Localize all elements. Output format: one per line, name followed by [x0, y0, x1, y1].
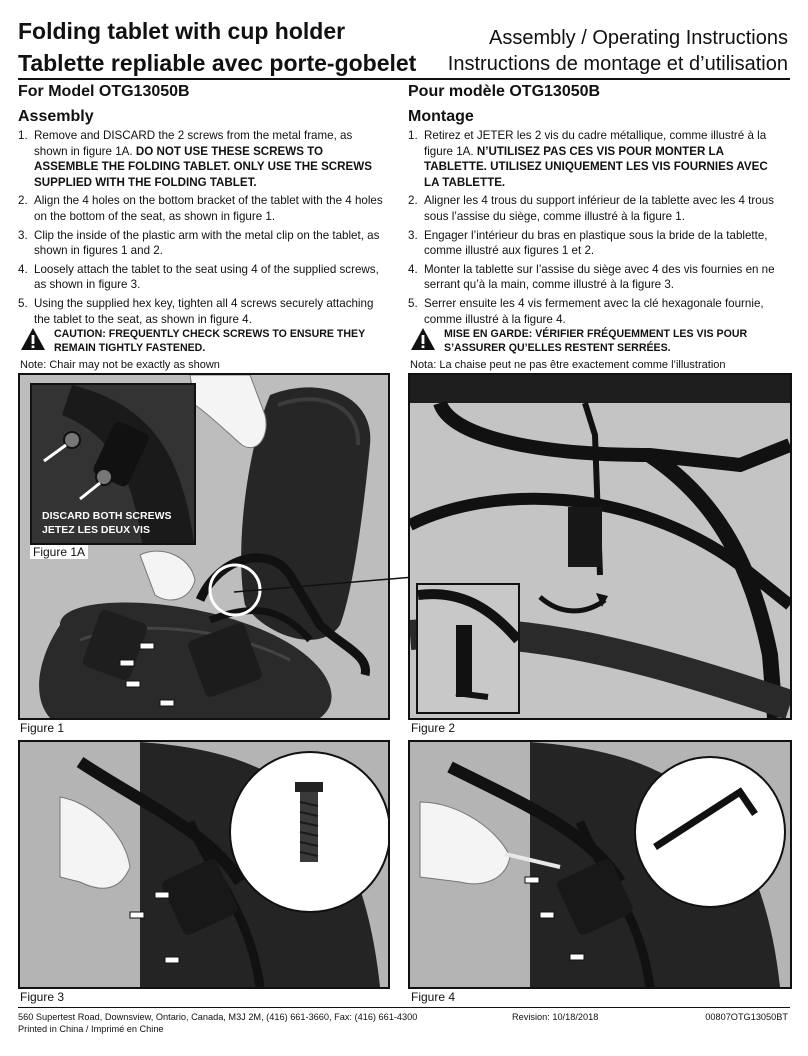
discard-label: DISCARD BOTH SCREWS JETEZ LES DEUX VIS: [42, 510, 172, 536]
figure-3-illustration: [20, 742, 388, 987]
footer-address: 560 Supertest Road, Downsview, Ontario, Canada, M3J 2M, (416) 661-3660, Fax: (416) 661-4300: [18, 1012, 418, 1022]
figure-1a-inset: [30, 383, 196, 545]
step-fr-3: 3. Engager l’intérieur du bras en plastique sous la bride de la tablette, comme illustré aux figures 1 et 2.: [408, 228, 768, 258]
figure-2-photo: [408, 373, 792, 720]
figure-2-inset-illustration: [418, 585, 518, 712]
warning-triangle-icon: [20, 327, 46, 351]
section-montage: Montage: [408, 108, 474, 125]
footer-code: 00807OTG13050BT: [705, 1012, 788, 1022]
figure-4-illustration: [410, 742, 790, 987]
section-assembly: Assembly: [18, 108, 94, 125]
note-en: Note: Chair may not be exactly as shown: [20, 359, 220, 371]
step-fr-1: 1. Retirez et JETER les 2 vis du cadre métallique, comme illustré à la figure 1A. N’UTILISEZ PAS CES VIS POUR MONTER LA TABLETTE. UTILISEZ UNIQUEMENT LES VIS FOURNIES AVEC LA TABLETTE.: [408, 129, 768, 189]
footer-rule: [18, 1007, 790, 1008]
subtitle-fr: Instructions de montage et d’utilisation: [447, 53, 788, 75]
footer-revision: Revision: 10/18/2018: [512, 1012, 599, 1022]
warning-triangle-icon: [410, 327, 436, 351]
figure-3-photo: [18, 740, 390, 989]
figure-1a-label: Figure 1A: [30, 545, 88, 559]
figure-1-photo: [18, 373, 390, 720]
step-en-2: 2. Align the 4 holes on the bottom bracket of the tablet with the 4 holes on the bottom of the seat, as shown in figure 1.: [18, 194, 383, 223]
model-en: For Model OTG13050B: [18, 83, 190, 100]
model-fr: Pour modèle OTG13050B: [408, 83, 601, 100]
figure-2-label: Figure 2: [411, 721, 456, 735]
figure-3-label: Figure 3: [20, 990, 65, 1004]
steps-fr: [408, 128, 780, 330]
step-fr-4: 4. Monter la tablette sur l’assise du siège avec 4 des vis fournies en ne serrant qu’à la main, comme illustré à la figure 3.: [408, 262, 775, 292]
step-en-1: 1. Remove and DISCARD the 2 screws from the metal frame, as shown in figure 1A. DO NOT USE THESE SCREWS TO ASSEMBLE THE FOLDING TABLET. ONLY USE THE SCREWS SUPPLIED WITH THE FOLDING TABLET.: [18, 129, 372, 189]
step-en-3: 3. Clip the inside of the plastic arm with the metal clip on the tablet, as shown in figures 1 and 2.: [18, 228, 380, 258]
figure-4-photo: [408, 740, 792, 989]
figure-2-inset: [416, 583, 520, 714]
step-en-5: 5. Using the supplied hex key, tighten all 4 screws securely attaching the tablet to the seat, as shown in figure 4.: [18, 296, 374, 326]
step-fr-2: 2. Aligner les 4 trous du support inférieur de la tablette avec les 4 trous sous l’assise du siège, comme illustré à la figure 1.: [408, 194, 774, 223]
step-fr-5: 5. Serrer ensuite les 4 vis fermement avec la clé hexagonale fournie, comme illustré à la figure 4.: [408, 296, 764, 326]
figure-1-label: Figure 1: [20, 721, 65, 735]
caution-fr: MISE EN GARDE: VÉRIFIER FRÉQUEMMENT LES VIS POUR S’ASSURER QU’ELLES RESTENT SERRÉES.: [410, 327, 776, 355]
steps-en: [18, 128, 384, 330]
note-fr: Nota: La chaise peut ne pas être exactement comme l’illustration: [410, 359, 726, 371]
title-en: Folding tablet with cup holder: [18, 18, 346, 44]
header-rule: [18, 78, 790, 80]
step-en-4: 4. Loosely attach the tablet to the seat using 4 of the supplied screws, as shown in figure 3.: [18, 262, 379, 292]
caution-en: CAUTION: FREQUENTLY CHECK SCREWS TO ENSURE THEY REMAIN TIGHTLY FASTENED.: [20, 327, 378, 355]
subtitle-en: Assembly / Operating Instructions: [488, 27, 788, 49]
title-fr: Tablette repliable avec porte-gobelet: [18, 50, 417, 76]
footer-printed: Printed in China / Imprimé en Chine: [18, 1024, 164, 1034]
figure-4-label: Figure 4: [411, 990, 456, 1004]
